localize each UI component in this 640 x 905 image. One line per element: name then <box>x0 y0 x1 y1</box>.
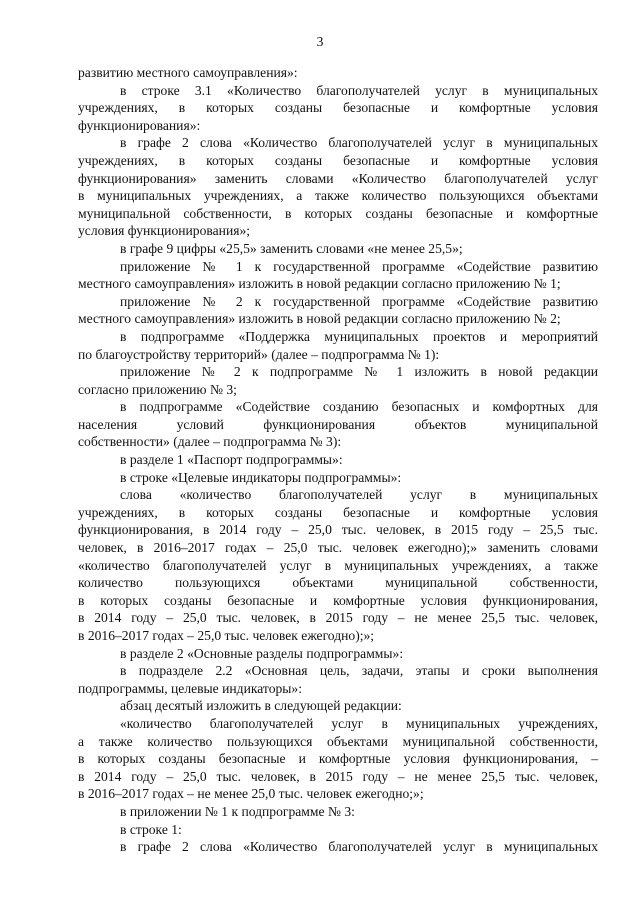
text-line: приложение № 2 к подпрограмме № 1 изложить в новой редакции <box>120 364 598 380</box>
page-number: 3 <box>316 34 324 49</box>
text-line: абзац десятый изложить в следующей редакции: <box>120 698 402 714</box>
text-line: учреждениях, в которых созданы безопасные и комфортные условия <box>78 100 598 116</box>
text-line: в 2016–2017 годах – не менее 25,0 тыс. человек ежегодно;»; <box>78 786 424 802</box>
text-line: «количество благополучателей услуг в муниципальных учреждениях, <box>120 715 598 731</box>
text-line: по благоустройству территорий» (далее – подпрограмма № 1): <box>78 346 440 362</box>
text-line: в которых созданы безопасные и комфортные условия функционирования, <box>78 592 598 608</box>
text-line: в приложении № 1 к подпрограмме № 3: <box>120 803 355 819</box>
text-line: в которых созданы безопасные и комфортные условия функционирования, – <box>78 751 598 767</box>
text-line: местного самоуправления» изложить в новой редакции согласно приложению № 1; <box>78 276 561 292</box>
text-line: в разделе 1 «Паспорт подпрограммы»: <box>120 452 343 468</box>
text-line: человек, в 2016–2017 годах – 25,0 тыс. человек ежегодно);» заменить словами <box>78 540 598 556</box>
text-line: местного самоуправления» изложить в новой редакции согласно приложению № 2; <box>78 311 561 327</box>
text-line: условия функционирования»; <box>78 223 251 239</box>
text-line: в строке «Целевые индикаторы подпрограммы»: <box>120 469 402 485</box>
text-line: в графе 2 слова «Количество благополучателей услуг в муниципальных <box>120 839 598 855</box>
text-line: в подразделе 2.2 «Основная цель, задачи, этапы и сроки выполнения <box>120 663 598 679</box>
text-line: приложение № 2 к государственной программе «Содействие развитию <box>120 293 598 309</box>
text-line: в строке 1: <box>120 821 182 837</box>
text-line: в подпрограмме «Содействие созданию безопасных и комфортных для <box>120 399 598 415</box>
text-line: а также количество пользующихся объектами муниципальной собственности, <box>78 733 598 749</box>
text-line: функционирования, в 2014 году – 25,0 тыс. человек, в 2015 году – 25,5 тыс. <box>78 522 598 538</box>
text-line: в графе 9 цифры «25,5» заменить словами «не менее 25,5»; <box>120 240 463 256</box>
text-line: в подпрограмме «Поддержка муниципальных проектов и мероприятий <box>120 328 598 344</box>
text-line: в муниципальных учреждениях, а также количество пользующихся объектами <box>78 188 598 204</box>
text-line: согласно приложению № 3; <box>78 381 237 397</box>
text-line: подпрограммы, целевые индикаторы»: <box>78 680 302 696</box>
text-line: приложение № 1 к государственной программе «Содействие развитию <box>120 258 598 274</box>
text-line: в графе 2 слова «Количество благополучателей услуг в муниципальных <box>120 135 598 151</box>
text-line: муниципальной собственности, в которых созданы безопасные и комфортные <box>78 205 598 221</box>
text-line: количество пользующихся объектами муниципальной собственности, <box>78 575 598 591</box>
text-line: в разделе 2 «Основные разделы подпрограммы»: <box>120 645 404 661</box>
text-line: учреждениях, в которых созданы безопасные и комфортные условия <box>78 504 598 520</box>
text-line: функционирования» заменить словами «Количество благополучателей услуг <box>78 170 598 186</box>
text-line: в строке 3.1 «Количество благополучателей услуг в муниципальных <box>120 82 598 98</box>
text-line: «количество благополучателей услуг в муниципальных учреждениях, а также <box>78 557 598 573</box>
text-line: в 2014 году – 25,0 тыс. человек, в 2015 году – не менее 25,5 тыс. человек, <box>78 610 598 626</box>
text-line: в 2016–2017 годах – 25,0 тыс. человек ежегодно);»; <box>78 628 375 643</box>
text-line: в 2014 году – 25,0 тыс. человек, в 2015 году – не менее 25,5 тыс. человек, <box>78 768 598 784</box>
text-line: слова «количество благополучателей услуг в муниципальных <box>120 487 598 503</box>
document-body <box>78 64 598 856</box>
text-line: населения условий функционирования объектов муниципальной <box>78 416 598 432</box>
text-line: развитию местного самоуправления»: <box>78 65 298 80</box>
text-line: собственности» (далее – подпрограмма № 3): <box>78 434 342 450</box>
text-line: функционирования»: <box>78 117 201 133</box>
text-line: учреждениях, в которых созданы безопасные и комфортные условия <box>78 152 598 168</box>
